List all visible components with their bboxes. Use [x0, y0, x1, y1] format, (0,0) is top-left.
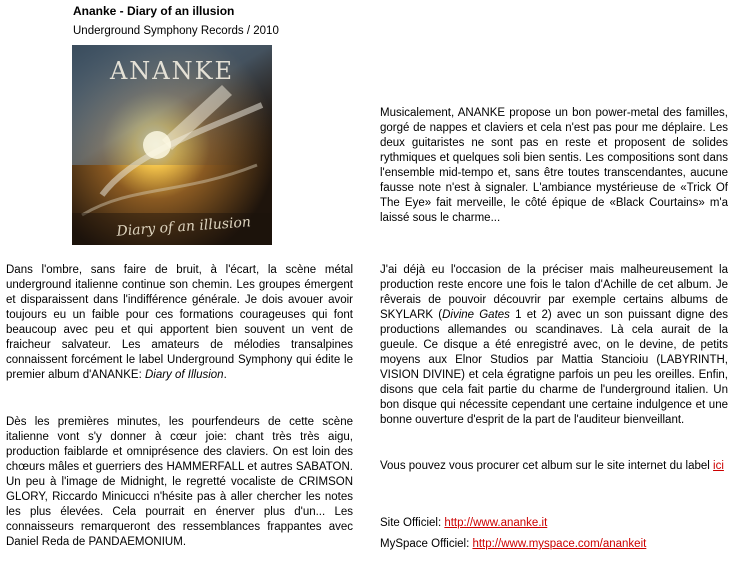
official-site-line	[380, 516, 728, 531]
review-text: Dans l'ombre, sans faire de bruit, à l'écart, la scène métal underground italienne continue son chemin. Les groupes émergent et disparaissent dans l'indifférence générale. Je dois avouer avoir toujours eu un faible pour ces formations courageuses qui font beaucoup avec peu et qui apportent bien souvent un vent de fraicheur salvateur. Les amateurs de mélodies transalpines connaissent forcément le label Underground Symphony qui édite le premier album d'ANANKE:	[6, 264, 353, 381]
review-left-column-2	[6, 415, 353, 550]
cover-band-logo: ANANKE	[109, 57, 235, 85]
review-paragraph	[6, 263, 353, 383]
myspace-label: MySpace Officiel:	[380, 538, 473, 550]
cover-album-script: Diary of an illusion	[116, 214, 252, 240]
review-text: J'ai déjà eu l'occasion de la préciser mais malheureusement la production reste encore une fois le talon d'Achille de cet album. Je rêverais de pouvoir découvrir par exemple certains albums de SKYLARK (	[380, 264, 728, 321]
album-name-italic: Diary of Illusion	[144, 369, 224, 381]
album-cover-image	[72, 45, 272, 245]
album-label-year: Underground Symphony Records / 2010	[73, 25, 279, 37]
review-left-column	[6, 263, 353, 383]
review-text: 1 et 2) avec un son puissant digne des productions allemandes ou scandinaves. Là cela aurait de la gueule. Ce disque a été enregistré avec, on le devine, de petits moyens aux Elnor Studios par Mattia Stancioiu (LABYRINTH, VISION DIVINE) et cela égratigne parfois un peu les oreilles. Enfin, disons que cela fait partie du charme de l'underground italien. Un bon disque qui nécessite cependant une certaine indulgence et une bonne ouverture d'esprit de la part de l'auditeur bienveillant.	[380, 309, 729, 426]
purchase-text: Vous pouvez vous procurer cet album sur le site internet du label	[380, 460, 714, 472]
review-paragraph: Dès les premières minutes, les pourfendeurs de cette scène italienne vont s'y donner à cœur joie: chant très très aigu, production faiblarde et omniprésence des claviers. On est loin des chœurs mâles et guerriers des HAMMERFALL et autres SABATON. Un peu à l'image de Midnight, le regretté vocaliste de CRIMSON GLORY, Riccardo Minicucci n'hésite pas à aller chercher les notes les plus élevées. Cela pourrait en énerver plus d'un... Les connaisseurs remarqueront des ressemblances frappantes avec Daniel Reda de PANDAEMONIUM.	[6, 416, 353, 548]
review-right-column	[380, 106, 728, 226]
purchase-info	[380, 459, 728, 474]
myspace-link[interactable]: http://www.myspace.com/anankeit	[472, 538, 647, 550]
purchase-paragraph	[380, 459, 728, 474]
review-paragraph: Musicalement, ANANKE propose un bon power-metal des familles, gorgé de nappes et claviers et cela n'est pas pour me déplaire. Les deux guitaristes ne sont pas en reste et proposent de solides rythmiques et quelques soli bien sentis. Les compositions sont dans l'ensemble mid-tempo et, sans être toutes transcendantes, aucune fausse note n'est à signaler. L'ambiance mystérieuse de «Trick Of The Eye» fait merveille, le côté épique de «Black Courtains» m'a laissé sous le charme...	[380, 107, 728, 224]
album-name-italic: Divine Gates	[442, 309, 510, 321]
official-site-link[interactable]: http://www.ananke.it	[444, 517, 548, 529]
review-right-column-2	[380, 263, 728, 428]
review-text: .	[223, 369, 227, 381]
album-title: Ananke - Diary of an illusion	[73, 4, 235, 18]
review-paragraph	[380, 263, 728, 428]
site-label: Site Officiel:	[380, 517, 445, 529]
myspace-line	[380, 537, 728, 552]
label-shop-link[interactable]: ici	[713, 460, 724, 472]
